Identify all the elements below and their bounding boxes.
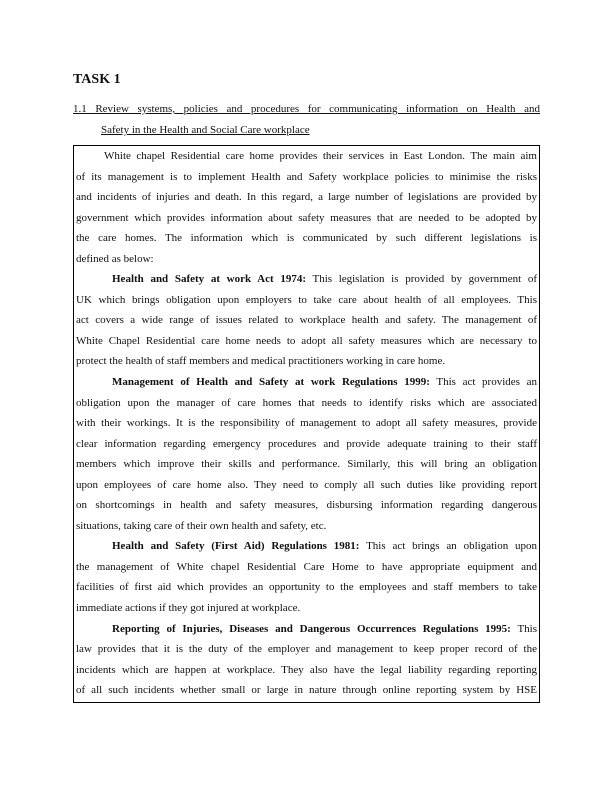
paragraph-line [76, 310, 537, 331]
paragraph [76, 146, 537, 269]
line-text: of its management is to implement Health and Safety workplace policies to minimise the risks [76, 170, 537, 183]
paragraph-line [76, 372, 537, 393]
paragraph-line [76, 516, 537, 537]
line-text: and incidents of injuries and death. In this regard, a large number of legislations are provided by [76, 191, 537, 204]
paragraph-line [76, 393, 537, 414]
task-title: TASK 1 [73, 72, 121, 87]
line-text: defined as below: [76, 252, 154, 265]
answer-box [73, 145, 540, 703]
section-heading-line: 1.1 Review systems, policies and procedures for communicating information on Health and [73, 103, 540, 115]
line-text: members which improve their skills and performance. Similarly, this will bring an obligation [76, 458, 537, 471]
paragraph-line [76, 167, 537, 188]
paragraph [76, 372, 537, 536]
line-text: government which provides information about safety measures that are needed to be adopted by [76, 211, 537, 224]
paragraph [76, 536, 537, 618]
paragraph-line [76, 454, 537, 475]
paragraph-line [76, 146, 537, 167]
line-text: White chapel Residential care home provides their services in East London. The main aim [104, 150, 537, 162]
line-text: This act brings an obligation upon [359, 540, 537, 553]
answer-body [76, 146, 537, 701]
paragraph-line [76, 187, 537, 208]
section-heading-line: Safety in the Health and Social Care workplace [101, 124, 310, 136]
line-text: act covers a wide range of issues related to workplace health and safety. The management of [76, 314, 537, 327]
paragraph-line [76, 557, 537, 578]
paragraph-line [76, 351, 537, 372]
paragraph-line [76, 639, 537, 660]
paragraph-line [76, 228, 537, 249]
line-text: upon employees of care home also. They need to comply all such duties like providing report [76, 478, 537, 491]
line-text: This [510, 622, 537, 635]
paragraph-line [76, 208, 537, 229]
line-text: situations, taking care of their own health and safety, etc. [76, 519, 327, 532]
paragraph-line [76, 249, 537, 270]
line-text: incidents which are happen at workplace. They also have the legal liability regarding reporting [76, 663, 537, 676]
paragraph-line [76, 413, 537, 434]
line-text: White Chapel Residential care home needs to adopt all safety measures which are necessary to [76, 334, 537, 347]
legislation-title: Reporting of Injuries, Diseases and Dangerous Occurrences Regulations 1995: [112, 622, 511, 635]
line-text: This act provides an [429, 376, 537, 389]
line-text: clear information regarding emergency procedures and provide adequate training to their staff [76, 437, 537, 450]
line-text: This legislation is provided by government of [306, 273, 537, 286]
legislation-title: Management of Health and Safety at work Regulations 1999: [112, 376, 430, 389]
paragraph [76, 269, 537, 372]
line-text: immediate actions if they got injured at workplace. [76, 602, 301, 615]
paragraph [76, 619, 537, 701]
paragraph-line [76, 290, 537, 311]
paragraph-line [76, 598, 537, 619]
paragraph-line [76, 619, 537, 640]
line-text: with their workings. It is the responsibility of management to adopt all safety measures, provide [76, 417, 537, 430]
legislation-title: Health and Safety at work Act 1974: [112, 273, 306, 286]
line-text: obligation upon the manager of care homes that needs to identify risks which are associated [76, 396, 537, 409]
section-heading [73, 99, 540, 141]
legislation-title: Health and Safety (First Aid) Regulations 1981: [112, 540, 360, 553]
paragraph-line [76, 660, 537, 681]
line-text: the management of White chapel Residential Care Home to have appropriate equipment and [76, 560, 537, 573]
paragraph-line [76, 269, 537, 290]
line-text: of all such incidents whether small or large in nature through online reporting system by HSE [76, 684, 537, 697]
line-text: law provides that it is the duty of the employer and management to keep proper record of the [76, 643, 537, 656]
paragraph-line [76, 495, 537, 516]
line-text: the care homes. The information which is communicated by such different legislations is [76, 232, 537, 245]
paragraph-line [76, 434, 537, 455]
line-text: protect the health of staff members and medical practitioners working in care home. [76, 355, 446, 368]
line-text: UK which brings obligation upon employers to take care about health of all employees. This [76, 293, 537, 306]
paragraph-line [76, 577, 537, 598]
paragraph-line [76, 680, 537, 701]
line-text: on shortcomings in health and safety measures, disbursing information regarding dangerous [76, 499, 537, 512]
paragraph-line [76, 475, 537, 496]
line-text: facilities of first aid which provides an opportunity to the employees and staff members to take [76, 581, 537, 594]
paragraph-line [76, 331, 537, 352]
paragraph-line [76, 536, 537, 557]
